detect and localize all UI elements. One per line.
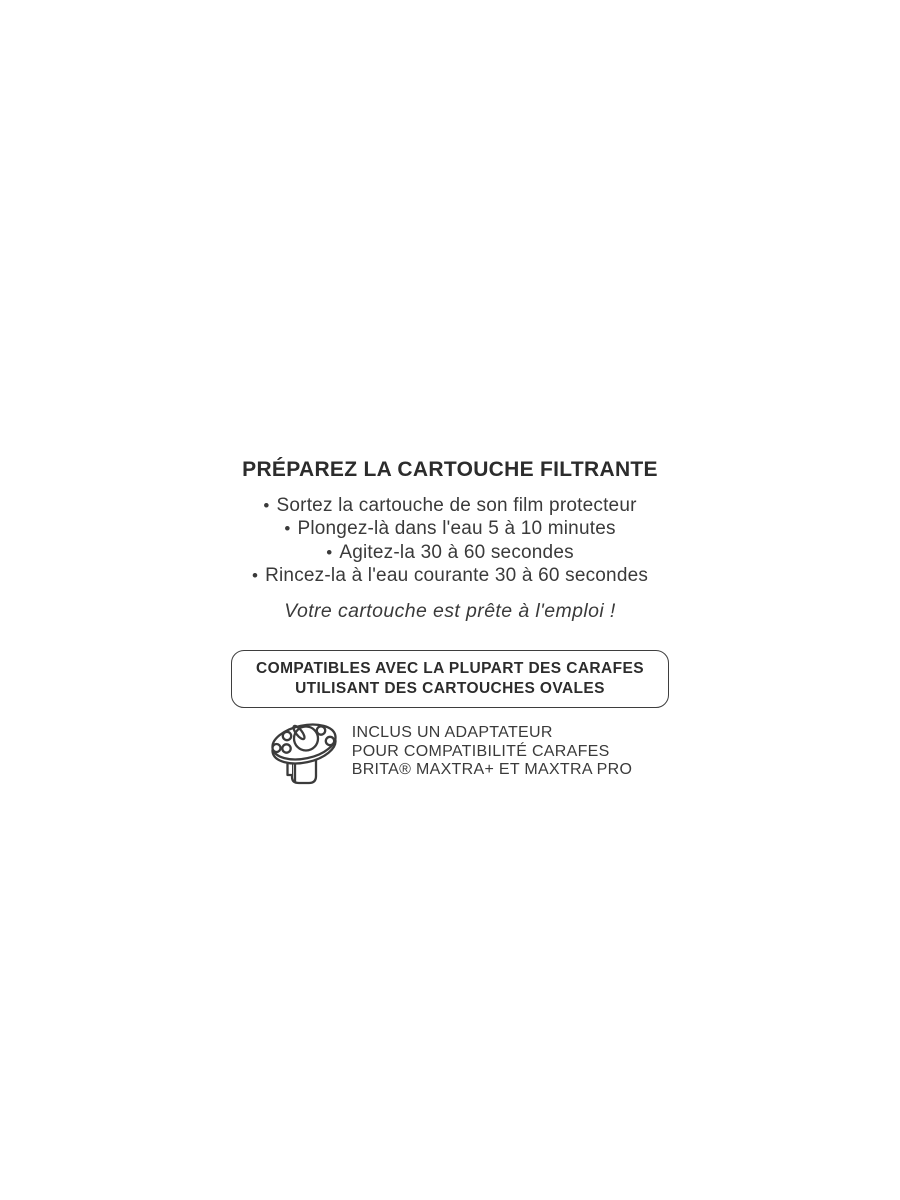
list-item: [326, 541, 574, 564]
adapter-line-3: BRITA® MAXTRA+ ET MAXTRA PRO: [351, 761, 633, 779]
bullet-icon: •: [326, 542, 333, 562]
step-text: Rincez-la à l'eau courante 30 à 60 secondes: [265, 564, 649, 586]
ready-note: Votre cartouche est prête à l'emploi !: [284, 600, 616, 623]
compatibility-line-2: UTILISANT DES CARTOUCHES OVALES: [295, 679, 605, 697]
list-item: [284, 517, 615, 540]
step-text: Sortez la cartouche de son film protecteur: [276, 495, 637, 516]
bullet-icon: •: [251, 565, 259, 585]
adapter-text: [352, 724, 633, 780]
instruction-panel: [0, 458, 900, 785]
step-text: Plongez-là dans l'eau 5 à 10 minutes: [297, 518, 616, 540]
adapter-line-1: INCLUS UN ADAPTATEUR: [351, 724, 553, 742]
compatibility-line-1: COMPATIBLES AVEC LA PLUPART DES CARAFES: [256, 660, 644, 678]
step-text: Agitez-la 30 à 60 secondes: [339, 541, 574, 563]
page-title: PRÉPAREZ LA CARTOUCHE FILTRANTE: [242, 458, 658, 481]
compatibility-box: [231, 650, 669, 708]
list-item: [263, 494, 636, 517]
adapter-line-2: POUR COMPATIBILITÉ CARAFES: [351, 742, 610, 760]
step-list: [252, 494, 648, 587]
bullet-icon: •: [284, 519, 291, 539]
adapter-section: [268, 719, 633, 785]
adapter-icon: [268, 719, 338, 785]
list-item: [252, 564, 648, 587]
bullet-icon: •: [263, 496, 270, 515]
